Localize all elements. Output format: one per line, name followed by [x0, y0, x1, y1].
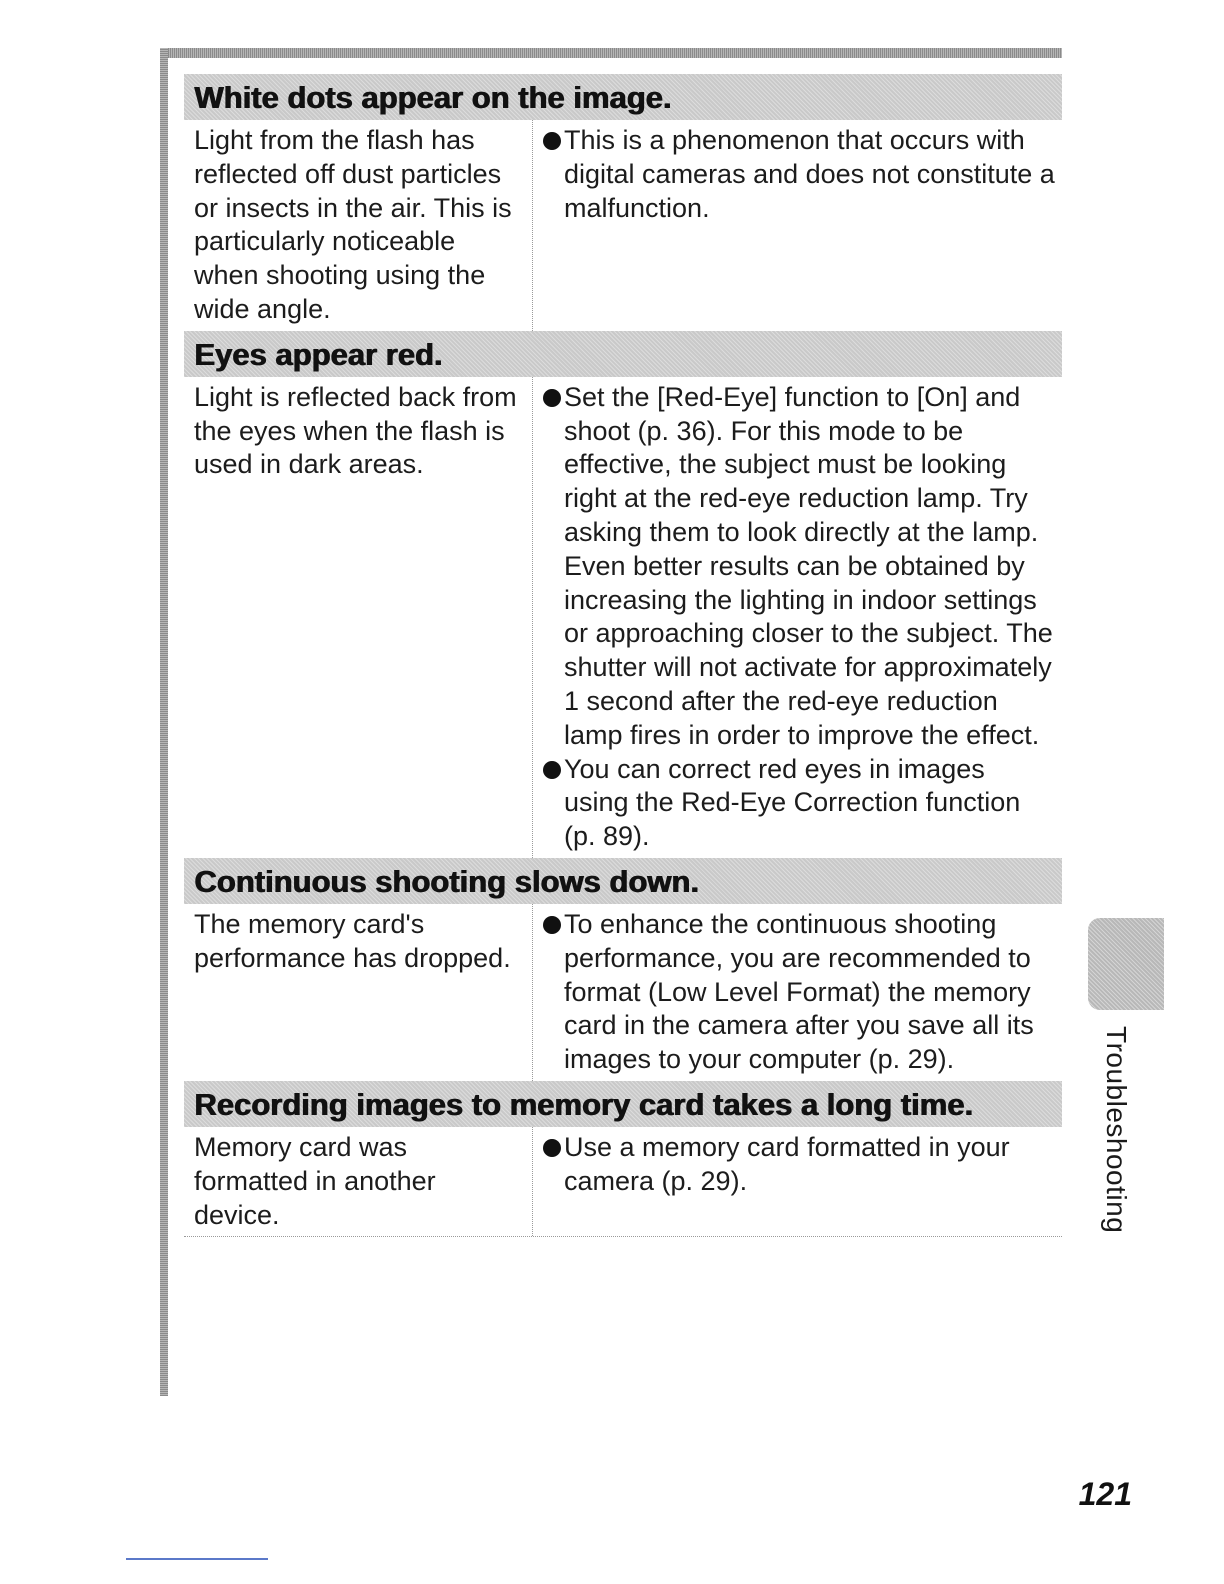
section-heading-recording-slow: Recording images to memory card takes a long time.: [184, 1081, 1062, 1127]
bullet-dot-icon: [543, 1139, 561, 1157]
solution-bullet: [543, 753, 1056, 854]
solution-cell: [533, 1127, 1062, 1236]
section-heading-white-dots: White dots appear on the image.: [184, 74, 1062, 120]
solution-bullet: [543, 381, 1056, 550]
section-row-recording-slow: [184, 1127, 1062, 1236]
page-frame-top: [160, 48, 1062, 58]
section-row-white-dots: [184, 120, 1062, 331]
bullet-dot-icon: [543, 389, 561, 407]
cause-text: Light is reflected back from the eyes when the flash is used in dark areas.: [184, 377, 533, 858]
solution-cell: [533, 904, 1062, 1081]
table-bottom-rule: [184, 1236, 1062, 1237]
section-heading-continuous-shooting: Continuous shooting slows down.: [184, 858, 1062, 904]
bullet-dot-icon: [543, 761, 561, 779]
bullet-dot-icon: [543, 132, 561, 150]
solution-bullet: [543, 124, 1056, 225]
troubleshooting-table: [184, 74, 1062, 1237]
section-row-continuous-shooting: [184, 904, 1062, 1081]
cause-text: The memory card's performance has dropped.: [184, 904, 533, 1081]
cause-text: Light from the flash has reflected off dust particles or insects in the air. This is particularly noticeable when shooting using the wide angle.: [184, 120, 533, 331]
chapter-tab-label: Troubleshooting: [1101, 1026, 1132, 1234]
solution-text: Set the [Red-Eye] function to [On] and shoot (p. 36). For this mode to be effective, the subject must be looking right at the red-eye reduction lamp. Try asking them to look directly at the lamp.: [564, 381, 1039, 547]
page-frame-left: [160, 48, 168, 1396]
solution-text: This is a phenomenon that occurs with digital cameras and does not constitute a malfunction.: [564, 125, 1055, 223]
solution-bullet: [543, 1131, 1056, 1199]
solution-text: To enhance the continuous shooting performance, you are recommended to format (Low Level Format) the memory card in the camera after you save all its images to your computer (p. 29).: [564, 908, 1034, 1075]
cause-text: Memory card was formatted in another device.: [184, 1127, 533, 1236]
solution-text: You can correct red eyes in images using the Red-Eye Correction function (p. 89).: [564, 753, 1021, 852]
solution-text: Use a memory card formatted in your camera (p. 29).: [564, 1131, 1010, 1196]
solution-bullet: [543, 908, 1056, 1077]
solution-cell: [533, 377, 1062, 858]
chapter-tab: [1088, 918, 1164, 1010]
section-row-red-eyes: [184, 377, 1062, 858]
bullet-dot-icon: [543, 916, 561, 934]
page-number: 121: [1078, 1476, 1132, 1512]
footer-rule: [126, 1558, 268, 1560]
solution-paragraph: Even better results can be obtained by increasing the lighting in indoor settings or approaching closer to the subject. The shutter will not activate for approximately 1 second after the red-eye reduction lamp fires in order to improve the effect.: [564, 550, 1053, 750]
section-heading-red-eyes: Eyes appear red.: [184, 331, 1062, 377]
solution-cell: [533, 120, 1062, 331]
